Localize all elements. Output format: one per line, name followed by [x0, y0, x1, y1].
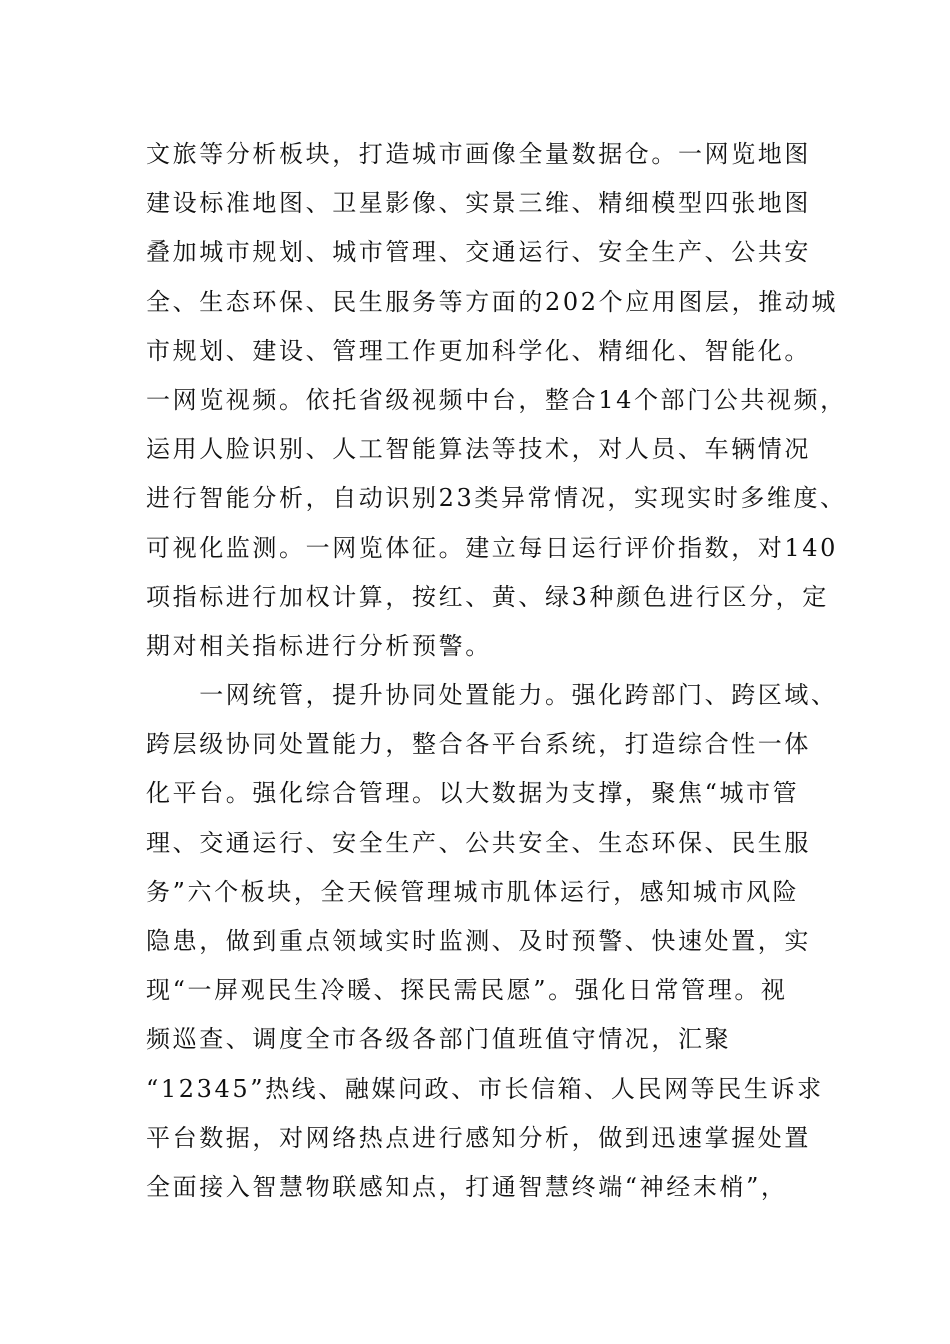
text-line: 进行智能分析，自动识别23类异常情况，实现实时多维度、: [146, 484, 847, 513]
text-line: 运用人脸识别、人工智能算法等技术，对人员、车辆情况: [146, 435, 811, 464]
text-line: 一网统管，提升协同处置能力。强化跨部门、跨区域、: [146, 681, 838, 710]
text-line: 叠加城市规划、城市管理、交通运行、安全生产、公共安: [146, 238, 811, 267]
text-line: 全面接入智慧物联感知点，打通智慧终端“神经末梢”，: [146, 1172, 788, 1201]
text-line: 项指标进行加权计算，按红、黄、绿3种颜色进行区分，定: [146, 582, 829, 611]
text-line: 现“一屏观民生冷暖、探民需民愿”。强化日常管理。视: [146, 976, 788, 1005]
text-line: 文旅等分析板块，打造城市画像全量数据仓。一网览地图: [146, 140, 811, 168]
text-line: 可视化监测。一网览体征。建立每日运行评价指数，对140: [146, 533, 839, 562]
text-line: 平台数据，对网络热点进行感知分析，做到迅速掌握处置: [146, 1123, 811, 1152]
text-line: 期对相关指标进行分析预警。: [146, 631, 492, 660]
text-line: 理、交通运行、安全生产、公共安全、生态环保、民生服: [146, 828, 811, 857]
text-line: 建设标准地图、卫星影像、实景三维、精细模型四张地图: [146, 189, 811, 218]
text-line: 化平台。强化综合管理。以大数据为支撑，聚焦“城市管: [146, 779, 800, 808]
body-text: [146, 130, 847, 1212]
text-line: 隐患，做到重点领域实时监测、及时预警、快速处置，实: [146, 927, 811, 955]
text-line: 一网览视频。依托省级视频中台，整合14个部门公共视频，: [146, 385, 847, 414]
text-line: 全、生态环保、民生服务等方面的202个应用图层，推动城: [146, 287, 839, 316]
text-line: 务”六个板块，全天候管理城市肌体运行，感知城市风险: [146, 877, 800, 906]
text-line: 市规划、建设、管理工作更加科学化、精细化、智能化。: [146, 336, 811, 365]
text-line: 频巡查、调度全市各级各部门值班值守情况，汇聚: [146, 1025, 732, 1054]
text-line: 跨层级协同处置能力，整合各平台系统，打造综合性一体: [146, 730, 811, 759]
text-line: “12345”热线、融媒问政、市长信箱、人民网等民生诉求: [146, 1074, 824, 1103]
